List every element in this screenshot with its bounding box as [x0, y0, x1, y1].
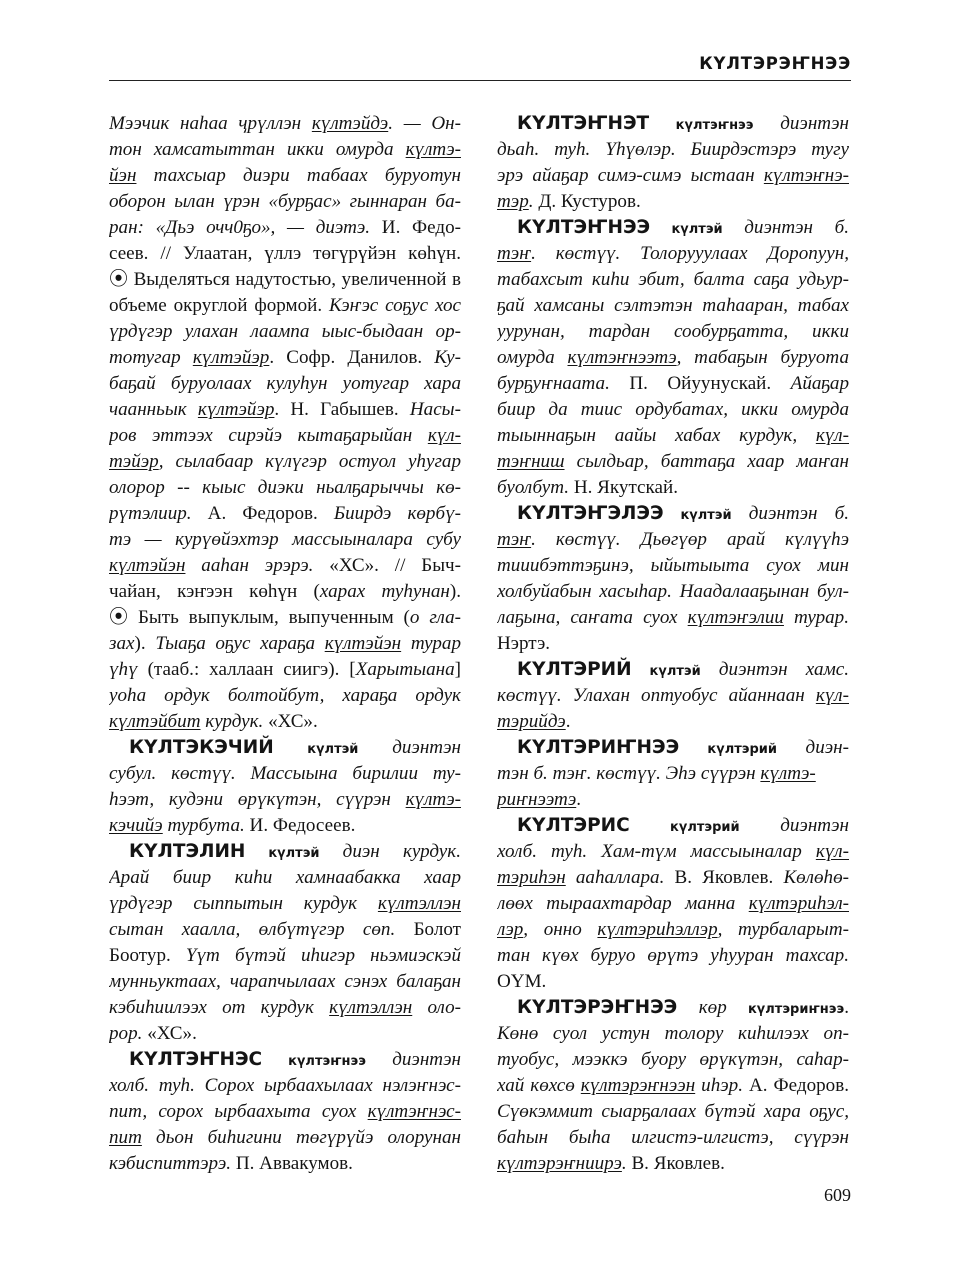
text-segment: сеев. // Улаатан, үллэ төгүрүйэн көһүн. [109, 243, 461, 264]
text-line [497, 189, 849, 215]
text-segment: туобус, мээккэ буору өрүкүтэн, саһар- [497, 1049, 849, 1070]
text-segment: Арай биир киһи хамнаабакка хаар [109, 867, 461, 888]
text-line [497, 371, 849, 397]
text-segment: . [528, 191, 534, 212]
text-line [497, 943, 849, 969]
text-segment: «ХС». [263, 711, 318, 732]
example-word: күлтэҥнэ- [763, 165, 849, 186]
text-segment: мунньуктаах, чарапчылаах сэнэх балаҕан [109, 971, 461, 992]
example-word: күлтэйэн [324, 633, 402, 654]
example-word: күлтэриһэл- [748, 893, 849, 914]
text-segment: , табаҕын буруота [676, 347, 849, 368]
text-line [497, 137, 849, 163]
text-segment: тан күөх буруо өрүтэ уһууран тахсар. [497, 945, 849, 966]
text-segment: . Н. Габышев. [274, 399, 410, 420]
headword: КҮЛТЭРИС [517, 815, 630, 836]
text-line [497, 553, 849, 579]
text-segment: Тыаҕа оҕус хараҕа [155, 633, 325, 654]
text-line [109, 787, 461, 813]
text-line [497, 865, 849, 891]
text-segment: А. Федоров. [191, 503, 334, 524]
text-line [109, 241, 461, 267]
text-line [497, 267, 849, 293]
root-word: күлтэрий [629, 820, 740, 835]
text-segment: Мээчик наһаа ҷрүллэн [109, 113, 312, 134]
text-segment: турар. [783, 607, 849, 628]
text-segment: курдук. [200, 711, 264, 732]
text-segment: тииибэттэҕинэ, ыйытыыта суох мин [497, 555, 849, 576]
text-line [109, 631, 461, 657]
text-line [497, 995, 849, 1021]
text-segment: харах туһунан [319, 581, 450, 602]
right-column [497, 111, 849, 1177]
example-word: күл- [815, 685, 849, 706]
text-segment: . [844, 997, 849, 1018]
example-word: тэҥ [497, 529, 532, 550]
example-word: күл- [815, 425, 849, 446]
example-word: күлтэйэр [192, 347, 270, 368]
text-segment: диэнтэн [739, 815, 849, 836]
text-line [109, 1099, 461, 1125]
text-line [109, 163, 461, 189]
text-segment: көр [677, 997, 727, 1018]
example-word: лэр [497, 919, 524, 940]
text-segment: уурунан, тардан сообурҕатта, икки [497, 321, 849, 342]
text-line [497, 709, 849, 735]
headword: КҮЛТЭҤНЭЭ [517, 217, 651, 238]
text-segment: «ХС». // Быч- [313, 555, 461, 576]
root-word: күлтэй [663, 508, 732, 523]
text-segment: Биирдэ көрбү- [333, 503, 461, 524]
text-line [109, 1073, 461, 1099]
headword: КҮЛТЭРИҤНЭЭ [517, 737, 680, 758]
text-line [497, 423, 849, 449]
text-segment: оло- [412, 997, 461, 1018]
text-line [109, 111, 461, 137]
text-segment: диэнтэн [358, 737, 461, 758]
text-line [109, 1125, 461, 1151]
text-line [109, 917, 461, 943]
text-line [109, 345, 461, 371]
text-segment: лаҕына, саҥата суох [497, 607, 688, 628]
example-word: күлтэллэн [329, 997, 413, 1018]
text-segment: иһэр. [695, 1075, 744, 1096]
text-segment: Сүөкэммит сыарҕалаах бүтэй хара оҕус, [497, 1101, 849, 1122]
text-line [109, 995, 461, 1021]
text-segment: чайан, кэҥээн көһүн ( [109, 581, 320, 602]
text-segment: П. Ойуунускай. [609, 373, 791, 394]
text-line [497, 761, 849, 787]
root-word: күлтэй [273, 742, 359, 757]
example-word: кэчийэ [109, 815, 163, 836]
text-line [109, 813, 461, 839]
text-segment: А. Федоров. [743, 1075, 849, 1096]
text-line [109, 1151, 461, 1177]
text-segment: И. Федо- [370, 217, 461, 238]
text-segment: ааһаллара. [565, 867, 665, 888]
text-segment: ҕай хамсаны сэлтэтэн таһааран, табах [497, 295, 849, 316]
text-line [497, 1021, 849, 1047]
text-segment: баһын быһа илгистэ-илгистэ, сүүрэн [497, 1127, 849, 1148]
text-segment: биир да тиис ордубатах, икки омурда [497, 399, 849, 420]
text-segment: Нэртэ. [497, 633, 551, 654]
text-line [497, 1151, 849, 1177]
example-word: күлтэрэҥнээн [580, 1075, 696, 1096]
text-segment: холбуйабын хасыһар. Наадалааҕынан бул- [497, 581, 849, 602]
text-line [109, 839, 461, 865]
text-segment: кэбиспиттэрэ. [109, 1153, 232, 1174]
text-segment: диэнтэн [753, 113, 849, 134]
text-segment: ров эттээх сирэйэ кытаҕарыйан [109, 425, 428, 446]
example-word: күлтэҥнээтэ [567, 347, 677, 368]
text-line [497, 1125, 849, 1151]
example-word: күлтэриһэллэр [597, 919, 718, 940]
text-line [497, 215, 849, 241]
text-segment: үһү [109, 659, 138, 680]
headword: КҮЛТЭҤЭЛЭЭ [517, 503, 664, 524]
text-segment: Көлөһө- [783, 867, 849, 888]
headword: КҮЛТЭРИЙ [517, 659, 632, 680]
text-segment: ⦿ Быть выпуклым, выпученным ( [109, 607, 410, 628]
headword: КҮЛТЭҤНЭС [129, 1049, 263, 1070]
text-line [497, 449, 849, 475]
text-line [109, 319, 461, 345]
example-word: күлтэрэҥниирэ [497, 1153, 622, 1174]
text-segment: пит, сорох ырбаахыта суох [109, 1101, 368, 1122]
text-segment: субул. көстүү. Массыына бирилии ту- [109, 763, 461, 784]
text-segment: рүтэлиир. [109, 503, 192, 524]
example-word: күлтэҥэлии [687, 607, 784, 628]
headword: КҮЛТЭРЭҤНЭЭ [517, 997, 678, 1018]
text-segment: Насы- [409, 399, 461, 420]
text-segment: дьон биһигини төгүрүйэ олорунан [141, 1127, 461, 1148]
text-line [497, 605, 849, 631]
text-segment: «ХС». [142, 1023, 197, 1044]
text-segment: Д. Кустуров. [533, 191, 641, 212]
text-segment: . көстүү. Дьөгүөр арай күлүүһэ [531, 529, 849, 550]
text-line [109, 891, 461, 917]
text-segment: Ку- [434, 347, 461, 368]
text-segment: Кэҥэс соҕус хос [329, 295, 461, 316]
text-segment: . — Он- [388, 113, 461, 134]
root-word: күлтэй [650, 222, 723, 237]
text-line [109, 449, 461, 475]
text-line [109, 553, 461, 579]
text-segment: дьаһ. туһ. Үһүөлэр. Биирдэстэрэ тугу [497, 139, 849, 160]
text-segment: диэнтэн б. [731, 503, 849, 524]
text-line [497, 683, 849, 709]
text-segment: омурда [497, 347, 568, 368]
running-head [109, 52, 851, 81]
example-word: күлтэҥнэс- [367, 1101, 461, 1122]
root-word: күлтэҥнээ [262, 1054, 366, 1069]
text-segment: үрдүгэр сыппытын курдук [109, 893, 378, 914]
root-word: күлтэй [245, 846, 320, 861]
text-segment: холб. туһ. Хам-түм массыыналар [497, 841, 816, 862]
text-segment: ран: «Дьэ очч0ҕо», — диэтэ. [109, 217, 371, 238]
text-line [109, 423, 461, 449]
text-segment: көстүү. Улахан оптуобус айаннаан [497, 685, 816, 706]
text-line [109, 137, 461, 163]
text-segment: , сылабаар күлүгэр остуол уһугар [158, 451, 461, 472]
example-word: күлтэ- [405, 789, 461, 810]
text-line [497, 891, 849, 917]
text-segment: диэнтэн [365, 1049, 461, 1070]
text-line [109, 735, 461, 761]
text-line [109, 397, 461, 423]
text-segment: олорор -- кыыс диэки ньалҕарыччы кө- [109, 477, 461, 498]
text-segment: сылдьар, баттаҕа хаар маҥан [564, 451, 849, 472]
example-word: күлтэллэн [377, 893, 461, 914]
text-line [497, 657, 849, 683]
example-word: күлтэйдэ [311, 113, 389, 134]
text-line [109, 1047, 461, 1073]
text-segment: В. Яковлев. [626, 1153, 725, 1174]
text-line [497, 527, 849, 553]
example-word: йэн [109, 165, 137, 186]
example-word: күлтэйэн [109, 555, 186, 576]
text-segment: кэбиһиилээх от курдук [109, 997, 330, 1018]
text-segment: диэн курдук. [319, 841, 461, 862]
text-line [497, 579, 849, 605]
text-line [497, 813, 849, 839]
root-word: күлтэҥнээ [649, 118, 754, 133]
text-line [109, 293, 461, 319]
text-line [109, 865, 461, 891]
text-line [497, 969, 849, 995]
text-line [109, 1021, 461, 1047]
text-segment: ] [454, 659, 461, 680]
text-segment: эрэ айаҕар симэ-симэ ыстаан [497, 165, 764, 186]
text-segment: объеме округлой формой. [109, 295, 330, 316]
example-word: тэриһэн [497, 867, 566, 888]
text-line [497, 397, 849, 423]
text-segment: һээт, кудэни өрүкүтэн, сүүрэн [109, 789, 406, 810]
text-line [109, 475, 461, 501]
text-line [109, 969, 461, 995]
text-segment: Көнө суол устун толору киһилээх оп- [497, 1023, 849, 1044]
text-segment: тон хамсатыттан икки омурда [109, 139, 406, 160]
text-segment: диэнтэн б. [722, 217, 849, 238]
example-word: күлтэйбит [109, 711, 201, 732]
text-line [109, 267, 461, 293]
text-segment: тотугар [109, 347, 193, 368]
text-line [497, 631, 849, 657]
left-column [109, 111, 461, 1177]
text-line [497, 293, 849, 319]
text-line [109, 371, 461, 397]
text-line [109, 501, 461, 527]
root-word: күлтэрий [679, 742, 778, 757]
text-line [109, 605, 461, 631]
example-word: күлтэ- [760, 763, 816, 784]
text-line [497, 241, 849, 267]
text-line [497, 917, 849, 943]
root-word: күлтэриҥнээ [726, 1002, 845, 1017]
example-word: күл- [427, 425, 461, 446]
text-line [497, 111, 849, 137]
text-line [497, 345, 849, 371]
text-segment: (тааб.: халлаан сиигэ). [ [137, 659, 356, 680]
example-word: тэр [497, 191, 529, 212]
text-segment: тэн б. тэҥ. көстүү. Эһэ сүүрэн [497, 763, 761, 784]
headword: КҮЛТЭҤНЭТ [517, 113, 650, 134]
text-line [109, 579, 461, 605]
text-segment: бурҕуҥнаата. [497, 373, 610, 394]
text-segment: лөөх тыраахтардар манна [497, 893, 749, 914]
text-line [497, 475, 849, 501]
text-segment: . көстүү. Толорууулаах Доропуун, [531, 243, 849, 264]
text-segment: П. Аввакумов. [231, 1153, 353, 1174]
text-segment: . [565, 711, 571, 732]
text-segment: ⦿ Выделяться надутостью, увеличенной в [109, 269, 461, 290]
text-segment: турар [401, 633, 461, 654]
text-segment: . [621, 1153, 627, 1174]
headword: КҮЛТЭКЭЧИЙ [129, 737, 274, 758]
text-segment: сытан хаалла, өлбүтүгэр сөп. [109, 919, 396, 940]
text-segment: оборон ылан үрэн «бурҕас» гыннаран ба- [109, 191, 461, 212]
text-segment: Н. Якутскай. [569, 477, 678, 498]
example-word: күлтэ- [405, 139, 461, 160]
text-segment: тахсыар диэри табаах буруотун [136, 165, 461, 186]
headword: КҮЛТЭЛИН [129, 841, 246, 862]
text-line [497, 163, 849, 189]
text-segment: ). [449, 581, 461, 602]
text-segment: Болот [395, 919, 461, 940]
text-line [497, 1047, 849, 1073]
text-segment: буолбут. [497, 477, 570, 498]
text-segment: үрдүгэр улахан лаампа ыыс-быдаан ор- [109, 321, 461, 342]
example-word: тэрийдэ [497, 711, 566, 732]
text-segment: диэн- [777, 737, 849, 758]
example-word: тэҥ [497, 243, 532, 264]
text-segment: зах [109, 633, 135, 654]
text-segment: И. Федосеев. [244, 815, 356, 836]
text-line [109, 527, 461, 553]
text-segment: тыыннаҕын аайы хабах курдук, [497, 425, 816, 446]
text-segment: Боотур. [109, 945, 186, 966]
text-line [497, 319, 849, 345]
text-segment: уоһа ордук болтойбут, хараҕа ордук [109, 685, 461, 706]
text-line [109, 683, 461, 709]
text-segment: , онно [523, 919, 598, 940]
text-segment: Айаҕар [790, 373, 849, 394]
text-segment: . Софр. Данилов. [269, 347, 435, 368]
example-word: тэйэр [109, 451, 159, 472]
text-segment: , турбаларыт- [717, 919, 849, 940]
root-word: күлтэй [631, 664, 701, 679]
text-line [109, 761, 461, 787]
text-segment: о гла- [409, 607, 461, 628]
text-segment: тэ — курүөйэхтэр массыыналара субу [109, 529, 461, 550]
text-line [109, 189, 461, 215]
text-line [497, 1073, 849, 1099]
text-segment: чаанньык [109, 399, 198, 420]
text-segment: ааһан эрэрэ. [185, 555, 314, 576]
text-segment: хай көхсө [497, 1075, 581, 1096]
text-segment: В. Яковлев. [664, 867, 784, 888]
text-line [497, 501, 849, 527]
example-word: күл- [815, 841, 849, 862]
text-line [497, 839, 849, 865]
text-segment: ). [134, 633, 156, 654]
text-line [497, 787, 849, 813]
text-line [109, 215, 461, 241]
example-word: пит [109, 1127, 142, 1148]
example-word: риҥнээтэ [497, 789, 577, 810]
example-word: тэҥниш [497, 451, 565, 472]
text-segment: баҕай буруолаах кулуһун уотугар хара [109, 373, 461, 394]
text-segment: Үүт бүтэй иһигэр ньэмиэскэй [185, 945, 461, 966]
text-segment: табахсыт киһи эбит, балта саҕа удьур- [497, 269, 849, 290]
page-number: 609 [824, 1185, 851, 1205]
text-segment: рор. [109, 1023, 143, 1044]
text-segment: диэнтэн хамс. [700, 659, 849, 680]
running-head-title: КҮЛТЭРЭҤНЭЭ [699, 54, 851, 73]
text-line [497, 735, 849, 761]
text-segment: Харытыана [355, 659, 455, 680]
text-segment: холб. туһ. Сорох ырбаахылаах нэлэҥнэс- [109, 1075, 461, 1096]
text-line [497, 1099, 849, 1125]
text-segment: ОҮМ. [497, 971, 547, 992]
text-line [109, 657, 461, 683]
example-word: күлтэйэр [197, 399, 275, 420]
text-line [109, 943, 461, 969]
text-segment: турбута. [162, 815, 245, 836]
text-segment: . [576, 789, 582, 810]
text-line [109, 709, 461, 735]
